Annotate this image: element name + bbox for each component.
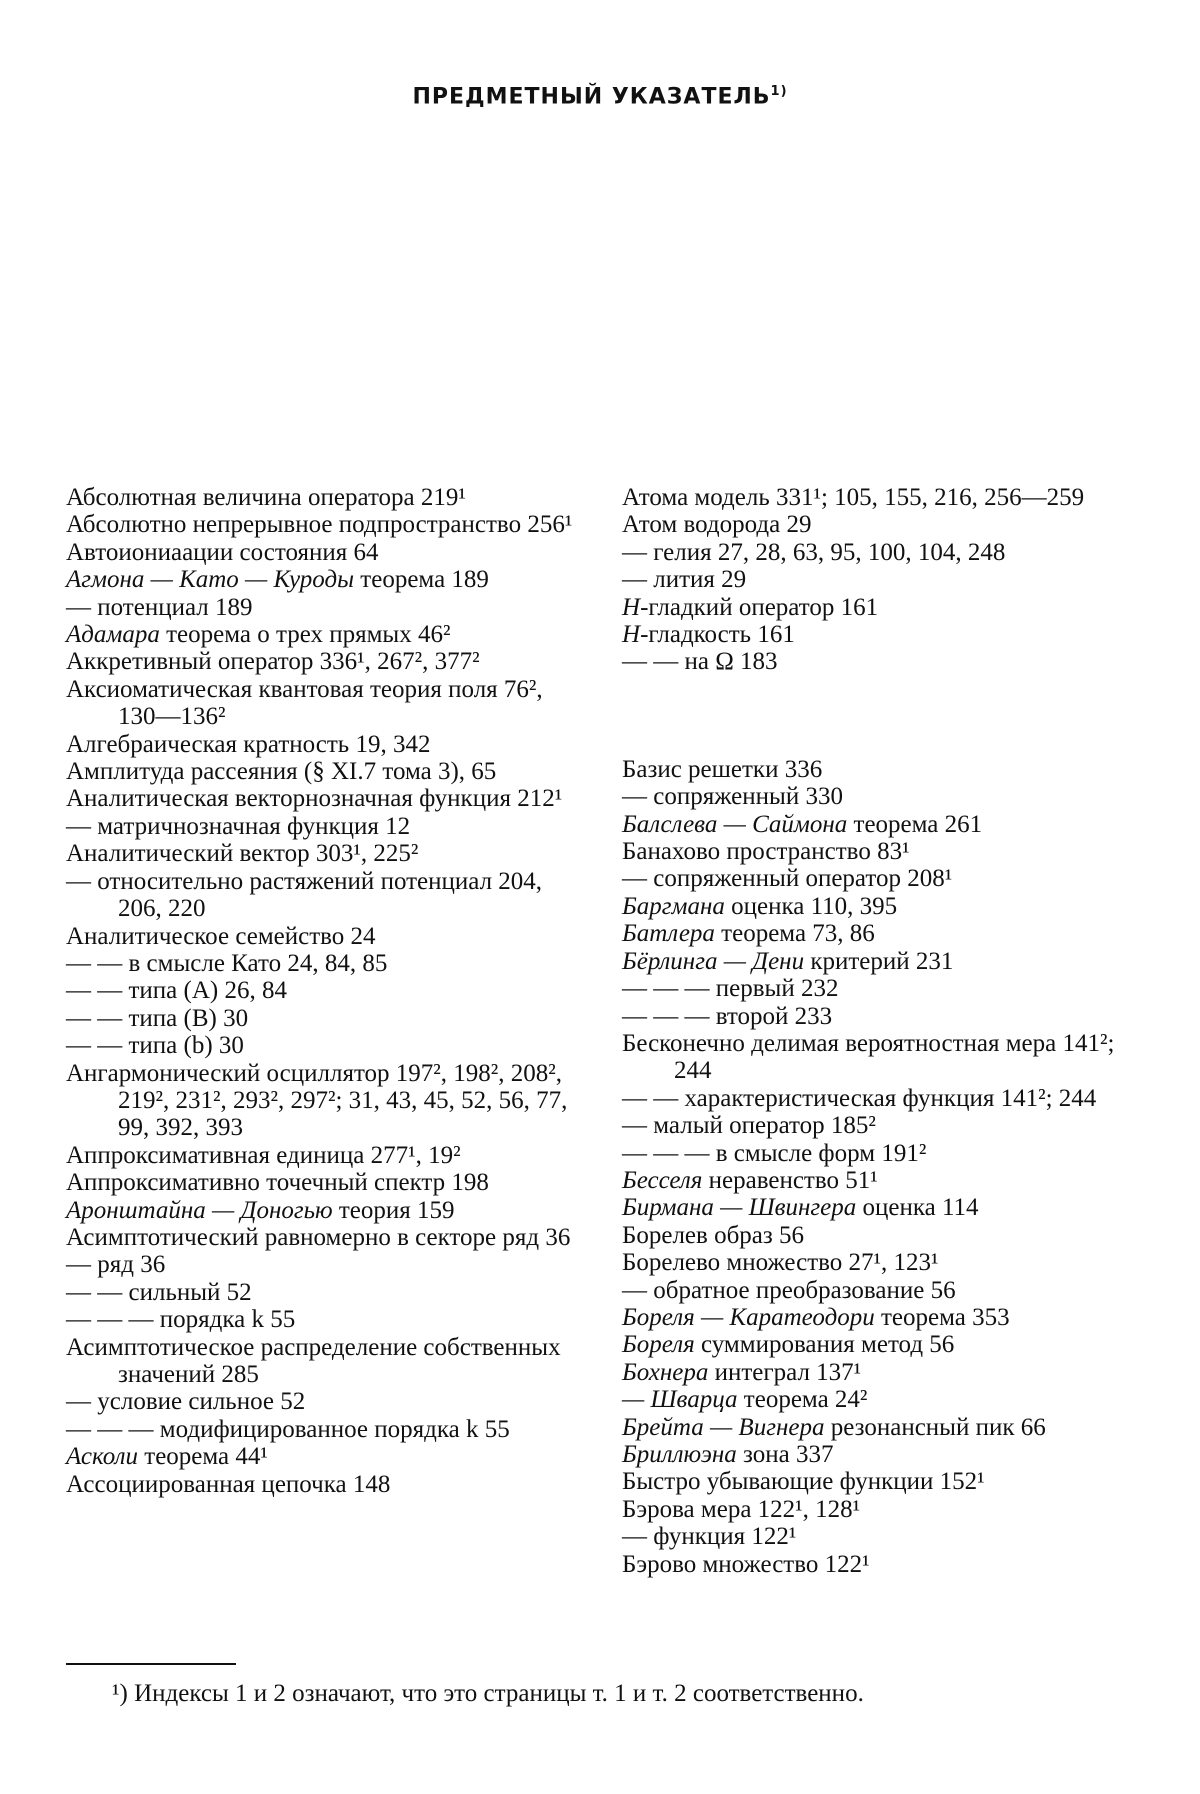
index-entry bbox=[622, 566, 1142, 593]
index-entry bbox=[622, 1523, 1142, 1550]
index-entry bbox=[622, 948, 1142, 975]
index-entry bbox=[66, 785, 586, 812]
index-entry-text: Аналитическая векторнозначная функция 212¹ bbox=[66, 785, 563, 813]
index-entry bbox=[66, 1032, 586, 1059]
index-entry-text: — — в смысле Като 24, 84, 85 bbox=[66, 949, 388, 977]
index-entry-text: Асимптотический равномерно в секторе ряд 36 bbox=[66, 1223, 571, 1251]
index-column-left bbox=[66, 484, 586, 1498]
index-entry bbox=[622, 1277, 1142, 1304]
index-entry-text: — лития 29 bbox=[622, 566, 747, 594]
index-entry-name: Бореля bbox=[622, 1331, 695, 1359]
section-gap bbox=[622, 676, 1142, 756]
index-entry bbox=[66, 923, 586, 950]
index-entry-name: Бохнера bbox=[622, 1358, 709, 1386]
index-entry-text: Аналитический вектор 303¹, 225² bbox=[66, 840, 419, 868]
index-entry-name: Бореля — Каратеодори bbox=[622, 1303, 875, 1331]
index-group-b bbox=[622, 756, 1142, 1578]
index-entry bbox=[622, 756, 1142, 783]
index-entry bbox=[66, 621, 586, 648]
index-entry-text: -гладкость 161 bbox=[640, 621, 795, 649]
footnote-text: Индексы 1 и 2 означают, что это страницы т. 1 и т. 2 соответственно. bbox=[134, 1680, 864, 1707]
index-entry bbox=[66, 676, 586, 731]
index-entry bbox=[622, 1386, 1142, 1413]
index-entry bbox=[622, 648, 1142, 675]
index-entry-text: Банахово пространство 83¹ bbox=[622, 838, 910, 866]
index-entry-text: Быстро убывающие функции 152¹ bbox=[622, 1468, 985, 1496]
index-entry-name: Баргмана bbox=[622, 892, 725, 920]
index-entry bbox=[66, 868, 586, 923]
index-entry-name: Бёрлинга — Дени bbox=[622, 947, 805, 975]
index-entry bbox=[66, 1306, 586, 1333]
footnote-rule bbox=[66, 1663, 236, 1665]
index-entry-text: Амплитуда рассеяния (§ XI.7 тома 3), 65 bbox=[66, 758, 497, 786]
index-entry-text: -гладкий оператор 161 bbox=[640, 593, 879, 621]
index-entry-text: — — — первый 232 bbox=[622, 975, 839, 1003]
index-entry-text: критерий 231 bbox=[804, 947, 954, 975]
page-title-text: ПРЕДМЕТНЫЙ УКАЗАТЕЛЬ bbox=[412, 84, 771, 110]
index-column-right bbox=[622, 484, 1142, 1578]
index-entry-text: Ангармонический осциллятор 197², 198², 208², 219², 231², 293², 297²; 31, 43, 45, 52, 56, 77, 99, 392, 393 bbox=[66, 1059, 568, 1142]
index-entry bbox=[66, 1224, 586, 1251]
index-entry-text: теорема 353 bbox=[874, 1303, 1010, 1331]
index-entry-text: — сопряженный 330 bbox=[622, 783, 843, 811]
index-entry-text: — — типа (В) 30 bbox=[66, 1004, 249, 1032]
index-entry bbox=[622, 1194, 1142, 1221]
index-entry-text: Алгебраическая кратность 19, 342 bbox=[66, 730, 431, 758]
index-entry bbox=[622, 975, 1142, 1002]
index-entry bbox=[622, 865, 1142, 892]
index-entry-text: теорема 261 bbox=[847, 810, 983, 838]
index-entry-text: — — — модифицированное порядка k 55 bbox=[66, 1415, 510, 1443]
index-entry-name: Бесселя bbox=[622, 1166, 703, 1194]
index-entry bbox=[622, 511, 1142, 538]
index-entry-text: — потенциал 189 bbox=[66, 593, 253, 621]
index-entry bbox=[66, 1060, 586, 1142]
index-entry bbox=[622, 1112, 1142, 1139]
index-entry bbox=[622, 920, 1142, 947]
index-entry-name: Аронштайна — Доногью bbox=[66, 1196, 333, 1224]
index-entry bbox=[66, 594, 586, 621]
index-entry bbox=[66, 648, 586, 675]
index-entry-text: интеграл 137¹ bbox=[708, 1358, 862, 1386]
index-entry-text: теория 159 bbox=[332, 1196, 455, 1224]
index-entry bbox=[66, 484, 586, 511]
page-title bbox=[0, 84, 1200, 109]
index-entry bbox=[622, 783, 1142, 810]
index-entry-text: теорема 73, 86 bbox=[714, 920, 875, 948]
index-entry-text: — гелия 27, 28, 63, 95, 100, 104, 248 bbox=[622, 538, 1006, 566]
index-group-a bbox=[622, 484, 1142, 676]
index-entry bbox=[66, 731, 586, 758]
index-entry-text: неравенство 51¹ bbox=[702, 1166, 878, 1194]
index-entry bbox=[622, 1167, 1142, 1194]
index-entry bbox=[622, 484, 1142, 511]
index-entry-text: Аппроксимативно точечный спектр 198 bbox=[66, 1169, 489, 1197]
index-entry bbox=[622, 1331, 1142, 1358]
index-entry bbox=[66, 1142, 586, 1169]
index-entry bbox=[66, 1279, 586, 1306]
index-entry-text: — матричнозначная функция 12 bbox=[66, 812, 411, 840]
index-entry-text: — — характеристическая функция 141²; 244 bbox=[622, 1084, 1097, 1112]
index-entry-name: — Шварца bbox=[622, 1386, 738, 1414]
index-entry bbox=[622, 1003, 1142, 1030]
index-entry-text: Бэрово множество 122¹ bbox=[622, 1550, 870, 1578]
index-entry bbox=[66, 566, 586, 593]
index-entry-name: Брейта — Вигнера bbox=[622, 1413, 825, 1441]
index-entry-text: — — — порядка k 55 bbox=[66, 1306, 296, 1334]
footnote bbox=[112, 1680, 1152, 1708]
index-entry bbox=[66, 1416, 586, 1443]
index-entry bbox=[622, 1085, 1142, 1112]
index-entry-name: Агмона — Като — Куроды bbox=[66, 566, 355, 594]
index-entry-text: Абсолютная величина оператора 219¹ bbox=[66, 484, 466, 511]
index-entry-text: Абсолютно непрерывное подпространство 256¹ bbox=[66, 511, 573, 539]
index-entry bbox=[66, 1334, 586, 1389]
index-entry bbox=[66, 511, 586, 538]
index-entry bbox=[622, 1496, 1142, 1523]
index-entry bbox=[66, 1443, 586, 1470]
index-entry bbox=[622, 1414, 1142, 1441]
index-entry-name: H bbox=[622, 593, 641, 621]
index-entry-text: оценка 114 bbox=[856, 1194, 979, 1222]
index-entry-text: — — типа (А) 26, 84 bbox=[66, 977, 287, 1005]
index-entry-name: Асколи bbox=[66, 1443, 139, 1471]
index-entry-text: Автоиониаации состояния 64 bbox=[66, 538, 379, 566]
index-entry-name: Бирмана — Швингера bbox=[622, 1194, 857, 1222]
index-entry-text: зона 337 bbox=[736, 1441, 834, 1468]
index-entry bbox=[622, 1468, 1142, 1495]
index-entry-name: Батлера bbox=[622, 920, 715, 948]
index-entry-text: суммирования метод 56 bbox=[694, 1331, 955, 1359]
index-entry-text: — ряд 36 bbox=[66, 1251, 166, 1279]
index-entry bbox=[622, 1551, 1142, 1578]
index-entry-text: Атом водорода 29 bbox=[622, 511, 812, 539]
index-entry bbox=[622, 1359, 1142, 1386]
index-entry bbox=[66, 1471, 586, 1498]
index-entry bbox=[66, 539, 586, 566]
index-entry-text: теорема 24² bbox=[737, 1386, 868, 1414]
index-entry-text: Бэрова мера 122¹, 128¹ bbox=[622, 1495, 861, 1523]
index-entry-text: теорема о трех прямых 46² bbox=[159, 621, 451, 649]
index-entry bbox=[66, 840, 586, 867]
index-entry bbox=[622, 539, 1142, 566]
index-entry-text: резонансный пик 66 bbox=[824, 1413, 1046, 1441]
footnote-mark: ¹) bbox=[112, 1680, 128, 1707]
index-entry-text: — — сильный 52 bbox=[66, 1278, 252, 1306]
index-entry bbox=[66, 1251, 586, 1278]
index-entry-name: H bbox=[622, 621, 641, 649]
index-entry-name: Балслева — Саймона bbox=[622, 810, 848, 838]
index-entry-text: — обратное преобразование 56 bbox=[622, 1276, 956, 1304]
index-entry-text: Атома модель 331¹; 105, 155, 216, 256—259 bbox=[622, 484, 1085, 511]
index-entry bbox=[622, 893, 1142, 920]
index-entry-text: Борелев образ 56 bbox=[622, 1221, 805, 1249]
index-entry-text: Бесконечно делимая вероятностная мера 141²; 244 bbox=[622, 1029, 1115, 1085]
index-entry bbox=[66, 1388, 586, 1415]
index-entry-text: Аппроксимативная единица 277¹, 19² bbox=[66, 1141, 461, 1169]
index-entry-name: Адамара bbox=[66, 621, 160, 649]
index-entry-text: — — — второй 233 bbox=[622, 1002, 833, 1030]
index-entry-text: — относительно растяжений потенциал 204, 206, 220 bbox=[66, 867, 543, 923]
index-entry-text: — — на Ω 183 bbox=[622, 648, 778, 676]
index-entry-text: — — типа (b) 30 bbox=[66, 1032, 244, 1060]
index-entry bbox=[622, 1222, 1142, 1249]
index-entry-text: теорема 189 bbox=[354, 566, 489, 594]
index-entry-text: Аналитическое семейство 24 bbox=[66, 922, 376, 950]
index-entry bbox=[66, 1197, 586, 1224]
index-entry bbox=[66, 977, 586, 1004]
index-entry-text: Базис решетки 336 bbox=[622, 755, 823, 783]
index-entry bbox=[622, 1249, 1142, 1276]
index-entry-text: Асимптотическое распределение собственных значений 285 bbox=[66, 1333, 561, 1388]
index-entry bbox=[66, 758, 586, 785]
index-entry bbox=[622, 1441, 1142, 1468]
index-entry-text: — малый оператор 185² bbox=[622, 1112, 876, 1140]
index-entry bbox=[622, 1140, 1142, 1167]
index-entry bbox=[622, 621, 1142, 648]
index-entry bbox=[622, 1030, 1142, 1085]
index-entry-text: Борелево множество 27¹, 123¹ bbox=[622, 1249, 939, 1277]
index-entry bbox=[622, 1304, 1142, 1331]
index-entry-text: оценка 110, 395 bbox=[724, 892, 898, 920]
index-entry-text: теорема 44¹ bbox=[138, 1443, 268, 1471]
index-entry bbox=[66, 1169, 586, 1196]
index-entry-text: Аккретивный оператор 336¹, 267², 377² bbox=[66, 648, 480, 676]
index-entry bbox=[66, 1005, 586, 1032]
index-entry bbox=[66, 950, 586, 977]
index-entry-name: Бриллюэна bbox=[622, 1441, 737, 1468]
index-entry bbox=[66, 813, 586, 840]
index-entry bbox=[622, 838, 1142, 865]
index-entry-text: — сопряженный оператор 208¹ bbox=[622, 865, 953, 893]
index-entry bbox=[622, 594, 1142, 621]
index-entry-text: Ассоциированная цепочка 148 bbox=[66, 1470, 391, 1498]
index-entry-text: — функция 122¹ bbox=[622, 1523, 797, 1551]
index-entry-text: — — — в смысле форм 191² bbox=[622, 1139, 927, 1167]
index-entry-text: Аксиоматическая квантовая теория поля 76², 130—136² bbox=[66, 675, 543, 731]
index-entry bbox=[622, 811, 1142, 838]
title-footnote-mark: 1) bbox=[770, 84, 788, 99]
index-entry-text: — условие сильное 52 bbox=[66, 1388, 306, 1416]
